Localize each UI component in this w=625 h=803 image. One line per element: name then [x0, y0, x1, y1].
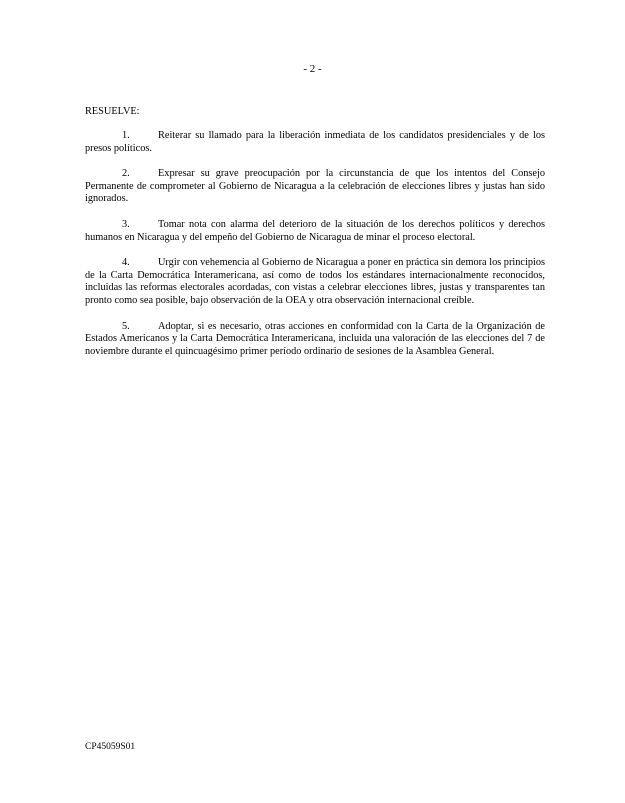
item-number: 1.: [122, 129, 130, 141]
resolution-item-4: [85, 257, 545, 308]
item-number: 2.: [122, 167, 130, 179]
item-text: Expresar su grave preocupación por la circunstancia de que los intentos del Consejo Permanente de comprometer al Gobierno de Nicaragua a la celebración de elecciones libres y justas han sido ignorados.: [85, 167, 545, 205]
item-number: 5.: [122, 320, 130, 332]
document-body: [85, 106, 545, 371]
resolution-item-3: [85, 219, 545, 245]
item-text: Reiterar su llamado para la liberación inmediata de los candidatos presidenciales y de los presos políticos.: [85, 129, 545, 154]
resolution-item-2: [85, 168, 545, 206]
page-number: - 2 -: [303, 63, 322, 75]
resolution-heading: RESUELVE:: [85, 106, 140, 117]
resolution-item-1: [85, 130, 545, 156]
item-number: 3.: [122, 218, 130, 230]
item-text: Adoptar, si es necesario, otras acciones en conformidad con la Carta de la Organización de Estados Americanos y la Carta Democrática Interamericana, incluida una valoración de las elecciones del 7 de noviembre durante el quincuagésimo primer período ordinario de sesiones de la Asamblea General.: [85, 320, 545, 358]
resolution-item-5: [85, 321, 545, 359]
item-text: Urgir con vehemencia al Gobierno de Nicaragua a poner en práctica sin demora los principios de la Carta Democrática Interamericana, así como de todos los estándares internacionalmente reconocidos, incluidas las reformas electorales acordadas, con vistas a celebrar elecciones libres, justas y transparentes tan pronto como sea posible, bajo observación de la OEA y otra observación internacional creíble.: [85, 256, 545, 307]
document-code: CP45059S01: [85, 742, 136, 752]
item-number: 4.: [122, 256, 130, 268]
item-text: Tomar nota con alarma del deterioro de la situación de los derechos políticos y derechos humanos en Nicaragua y del empeño del Gobierno de Nicaragua de minar el proceso electoral.: [85, 218, 545, 243]
